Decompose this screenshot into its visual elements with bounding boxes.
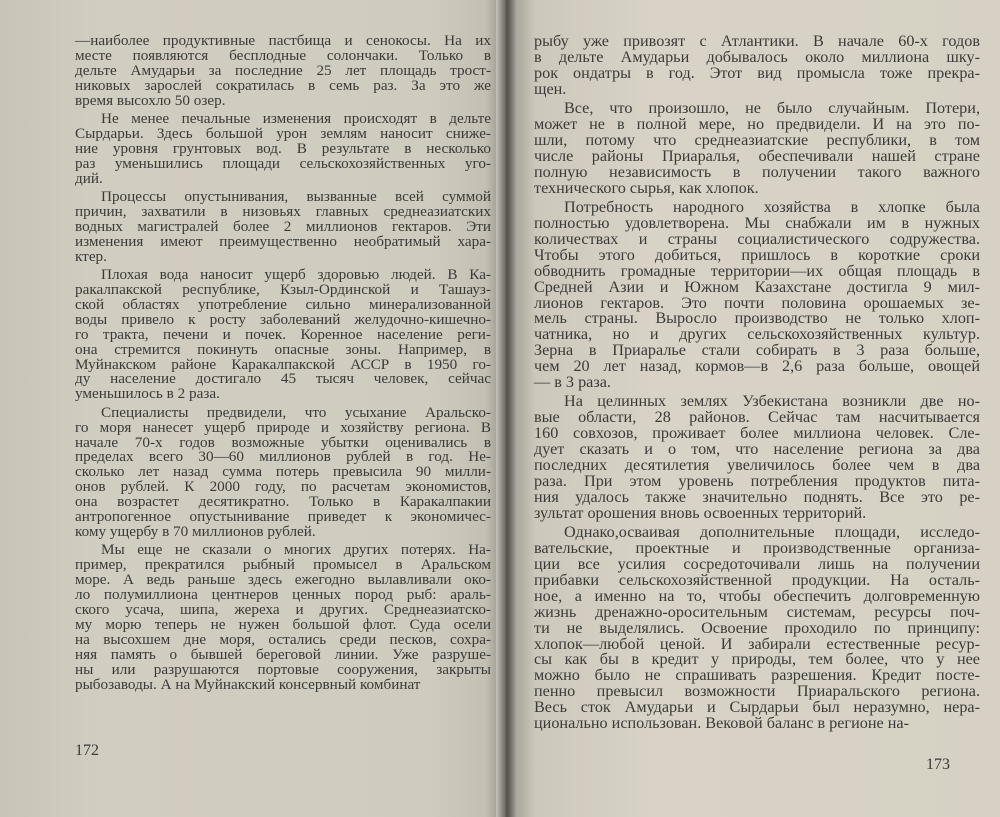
text-line: го тракта, печени и почек. Коренное население реги- xyxy=(75,325,491,343)
text-line: — в 3 раза. xyxy=(534,373,611,392)
text-line: Муйнакском районе Каракалпакской АССР в 1950 го- xyxy=(75,355,491,373)
text-line: вательские, проектные и производственные организа- xyxy=(534,539,980,558)
text-line: полную независимость в получении такого важного xyxy=(534,162,980,181)
text-line: рыбу уже привозят с Атлантики. В начале 60-х годов xyxy=(534,32,980,50)
paragraph xyxy=(75,403,491,540)
text-line: воды привело к росту заболеваний желудочно-кишечно- xyxy=(75,310,491,328)
text-line: ны или разрушаются портовые сооружения, закрыты xyxy=(75,660,491,678)
text-line: никовых зарослей сократилась в семь раз. За это же xyxy=(75,76,491,94)
text-line: ции все усилия сосредоточивали лишь на получении xyxy=(534,555,980,573)
text-line: море. А ведь раньше здесь ежегодно вылавливали око- xyxy=(75,571,491,589)
text-line: она возрастет десятикратно. Только в Каракалпакии xyxy=(75,493,491,511)
text-line: го моря нанесет ущерб природе и хозяйству региона. В xyxy=(75,418,491,436)
book-gutter xyxy=(496,0,518,817)
paragraph xyxy=(534,525,980,732)
text-line: ние уровня грунтовых вод. В результате в несколько xyxy=(75,139,491,157)
page-number-right: 173 xyxy=(926,756,950,773)
text-line: полностью удовлетворена. Мы снабжали им в нужных xyxy=(534,213,980,232)
text-line: числе районы Приаралья, обеспечивали нашей стране xyxy=(534,146,980,165)
text-line: Мы еще не сказали о многих других потерях. На- xyxy=(101,541,491,559)
text-line: Сырдарьи. Здесь большой урон землям наносит сниже- xyxy=(75,124,491,142)
text-line: ского усача, шипа, жереха и других. Среднеазиатско- xyxy=(75,601,491,619)
paragraph xyxy=(75,543,491,692)
text-line: месте появляются бесплодные солончаки. Только в xyxy=(75,46,491,64)
text-line: раз уменьшились площади сельскохозяйственных уго- xyxy=(75,154,491,172)
text-line: Все, что произошло, не было случайным. Потери, xyxy=(564,99,980,118)
left-page-text xyxy=(75,34,491,696)
text-line: сы как бы в кредит у природы, тем более, что у нее xyxy=(534,650,980,669)
text-line: кому ущербу в 70 миллионов рублей. xyxy=(75,523,316,540)
text-line: ктер. xyxy=(75,247,107,265)
text-line: время высохло 50 озер. xyxy=(75,91,226,109)
text-line: начале 70-х годов возможные убытки оценивались в xyxy=(75,433,491,451)
text-line: можно было не спрашивать разрешения. Кредит посте- xyxy=(534,666,980,685)
text-line: прибавки сельскохозяйственной продукции. На осталь- xyxy=(534,570,980,589)
text-line: может не в полной мере, но предвидели. И на это по- xyxy=(534,115,980,134)
text-line: дий. xyxy=(75,169,103,187)
paragraph xyxy=(534,394,980,521)
text-line: хлопок—любой ценой. И забирали естественные ресур- xyxy=(534,634,980,653)
text-line: последних десятилетия увеличилось более чем в два xyxy=(534,456,980,475)
text-line: в дельте Амударьи добывалось около миллиона шку- xyxy=(534,47,980,66)
paragraph xyxy=(534,101,980,196)
text-line: сколько лет назад сумма потерь превысила 90 милли- xyxy=(75,463,491,481)
text-line: Зерна в Приаралье стали собирать в 3 раза больше, xyxy=(534,341,980,360)
text-line: ло полумиллиона центнеров ценных пород рыб: араль- xyxy=(75,586,491,604)
text-line: она стремится покинуть опасные зоны. Например, в xyxy=(75,340,491,358)
text-line: Чтобы этого добиться, пришлось в короткие сроки xyxy=(534,245,980,264)
text-line: раза. При этом уровень потребления продуктов пита- xyxy=(534,471,980,490)
text-line: пример, прекратился рыбный промысел в Аральском xyxy=(75,556,491,574)
paragraph xyxy=(534,200,980,391)
text-line: —наиболее продуктивные пастбища и сенокосы. На их xyxy=(75,32,491,49)
text-line: Не менее печальные изменения происходят в дельте xyxy=(101,110,491,128)
text-line: зультат орошения вновь освоенных территорий. xyxy=(534,503,867,522)
page-number-left: 172 xyxy=(75,742,99,759)
text-line: ду население достигало 45 тысяч человек, сейчас xyxy=(75,370,491,388)
text-line: ракалпакской республике, Кзыл-Ординской и Ташауз- xyxy=(75,281,491,298)
text-line: ти не выделялись. Освоение проходило по принципу: xyxy=(534,618,980,637)
text-line: ционально использован. Вековой баланс в регионе на- xyxy=(534,714,909,733)
text-line: дельте Амударьи за последние 25 лет площадь трост- xyxy=(75,61,491,79)
text-line: водных магистралей более 2 миллионов гектаров. Эти xyxy=(75,217,491,235)
text-line: му морю теперь не нужен большой флот. Суда осели xyxy=(75,615,491,633)
text-line: мель страны. Выросло производство не только хлоп- xyxy=(534,309,980,328)
text-line: шли, потому что среднеазиатские республики, в том xyxy=(534,130,980,149)
text-line: лионов гектаров. Это почти половина орошаемых зе- xyxy=(534,293,980,312)
paragraph xyxy=(75,34,491,109)
text-line: щен. xyxy=(534,79,567,98)
text-line: ской областях употребление сильно минерализованной xyxy=(75,295,491,313)
text-line: На целинных землях Узбекистана возникли две но- xyxy=(564,392,980,411)
text-line: Весь сток Амударьи и Сырдарьи был неразумно, нера- xyxy=(534,698,980,717)
text-line: Однако,осваивая дополнительные площади, исследо- xyxy=(564,523,980,542)
right-page-text xyxy=(534,34,980,735)
text-line: Процессы опустынивания, вызванные всей суммой xyxy=(101,188,491,206)
text-line: антропогенное опустынивание приведет к экономичес- xyxy=(75,508,491,526)
paragraph xyxy=(75,268,491,402)
text-line: Средней Азии и Южном Казахстане достигла 9 мил- xyxy=(534,277,980,296)
text-line: пенно превысил возможности Приаральского региона. xyxy=(534,682,980,701)
text-line: ния удалось также значительно поднять. Все это ре- xyxy=(534,487,980,506)
text-line: количествах и страны социалистического содружества. xyxy=(534,229,980,248)
text-line: обводнить громадные территории—их общая площадь в xyxy=(534,261,980,280)
text-line: онов рублей. К 2000 году, по расчетам экономистов, xyxy=(75,478,491,496)
text-line: причин, захватили в низовьях главных среднеазиатских xyxy=(75,202,491,220)
text-line: на высохшем дне моря, остались среди песков, сохра- xyxy=(75,630,491,648)
text-line: чем 20 лет назад, кормов—в 2,6 раза больше, овощей xyxy=(534,357,980,376)
text-line: рыбозаводы. А на Муйнакский консервный комбинат xyxy=(75,675,421,693)
text-line: Плохая вода наносит ущерб здоровью людей. В Ка- xyxy=(101,266,491,284)
paragraph xyxy=(75,190,491,265)
text-line: Потребность народного хозяйства в хлопке была xyxy=(564,198,980,217)
text-line: чатника, но и других сельскохозяйственных культур. xyxy=(534,325,980,344)
text-line: пределах всего 30—60 миллионов рублей в год. Не- xyxy=(75,448,491,466)
text-line: 160 совхозов, проживает более миллиона человек. Сле- xyxy=(534,424,980,443)
text-line: Специалисты предвидели, что усыхание Аральско- xyxy=(101,403,491,421)
text-line: рок ондатры в год. Этот вид промысла тоже прекра- xyxy=(534,63,980,82)
text-line: жизнь дренажно-оросительным системам, ресурсы поч- xyxy=(534,602,980,621)
text-line: дует сказать и о том, что население региона за два xyxy=(534,440,980,459)
text-line: ное, а именно на то, чтобы обеспечить долговременную xyxy=(534,586,980,605)
text-line: технического сырья, как хлопок. xyxy=(534,178,759,197)
text-line: изменения имеют преимущественно необратимый хара- xyxy=(75,232,491,250)
text-line: няя память о бывшей береговой линии. Уже разруше- xyxy=(75,645,491,663)
text-line: уменьшилось в 2 раза. xyxy=(75,385,220,403)
text-line: вые области, 28 районов. Сейчас там насчитывается xyxy=(534,408,980,427)
paragraph xyxy=(75,112,491,187)
paragraph xyxy=(534,34,980,98)
